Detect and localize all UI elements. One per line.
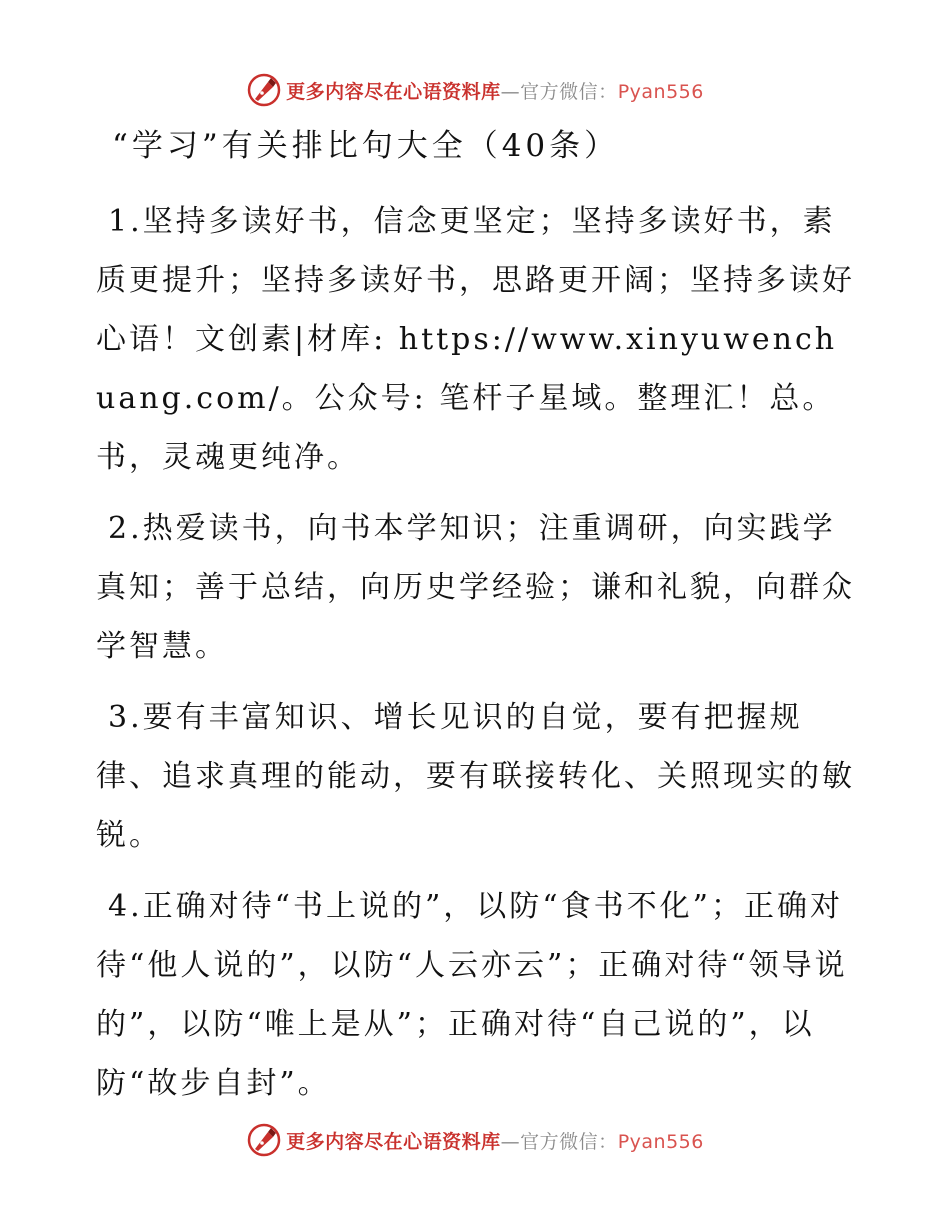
banner-wechat-id: Pyan556 — [617, 80, 704, 103]
paragraph-2: 2.热爱读书，向书本学知识；注重调研，向实践学真知；善于总结，向历史学经验；谦和礼貌，向群众学智慧。 — [96, 511, 855, 664]
document-body — [96, 192, 856, 1125]
banner-text: 更多内容尽在心语资料库 — [286, 80, 501, 103]
page-title: “学习”有关排比句大全（40条） — [112, 128, 620, 164]
footer-banner — [0, 1120, 950, 1160]
pen-nib-logo-icon — [246, 72, 282, 108]
paragraph-3: 3.要有丰富知识、增长见识的自觉，要有把握规律、追求真理的能动，要有联接转化、关照现实的敏锐。 — [96, 700, 855, 853]
banner-separator: — — [500, 80, 521, 103]
paragraph-4: 4.正确对待“书上说的”，以防“食书不化”；正确对待“他人说的”，以防“人云亦云”；正确对待“领导说的”，以防“唯上是从”；正确对待“自己说的”，以防“故步自封”。 — [96, 889, 848, 1101]
banner-text: 更多内容尽在心语资料库 — [286, 1130, 501, 1153]
banner-wechat-id: Pyan556 — [617, 1130, 704, 1153]
banner-separator: — — [500, 1130, 521, 1153]
banner-wechat-label: 官方微信： — [520, 1130, 618, 1153]
banner-wechat-label: 官方微信： — [520, 80, 618, 103]
header-banner — [0, 70, 950, 110]
paragraph-1: 1.坚持多读好书，信念更坚定；坚持多读好书，素质更提升；坚持多读好书，思路更开阔；坚持多读好心语！文创素|材库: https://www.xinyuwenchuang.com/。公众号: 笔杆子星域。整理汇！总。书，灵魂更纯净。 — [96, 204, 855, 475]
pen-nib-logo-icon — [246, 1122, 282, 1158]
